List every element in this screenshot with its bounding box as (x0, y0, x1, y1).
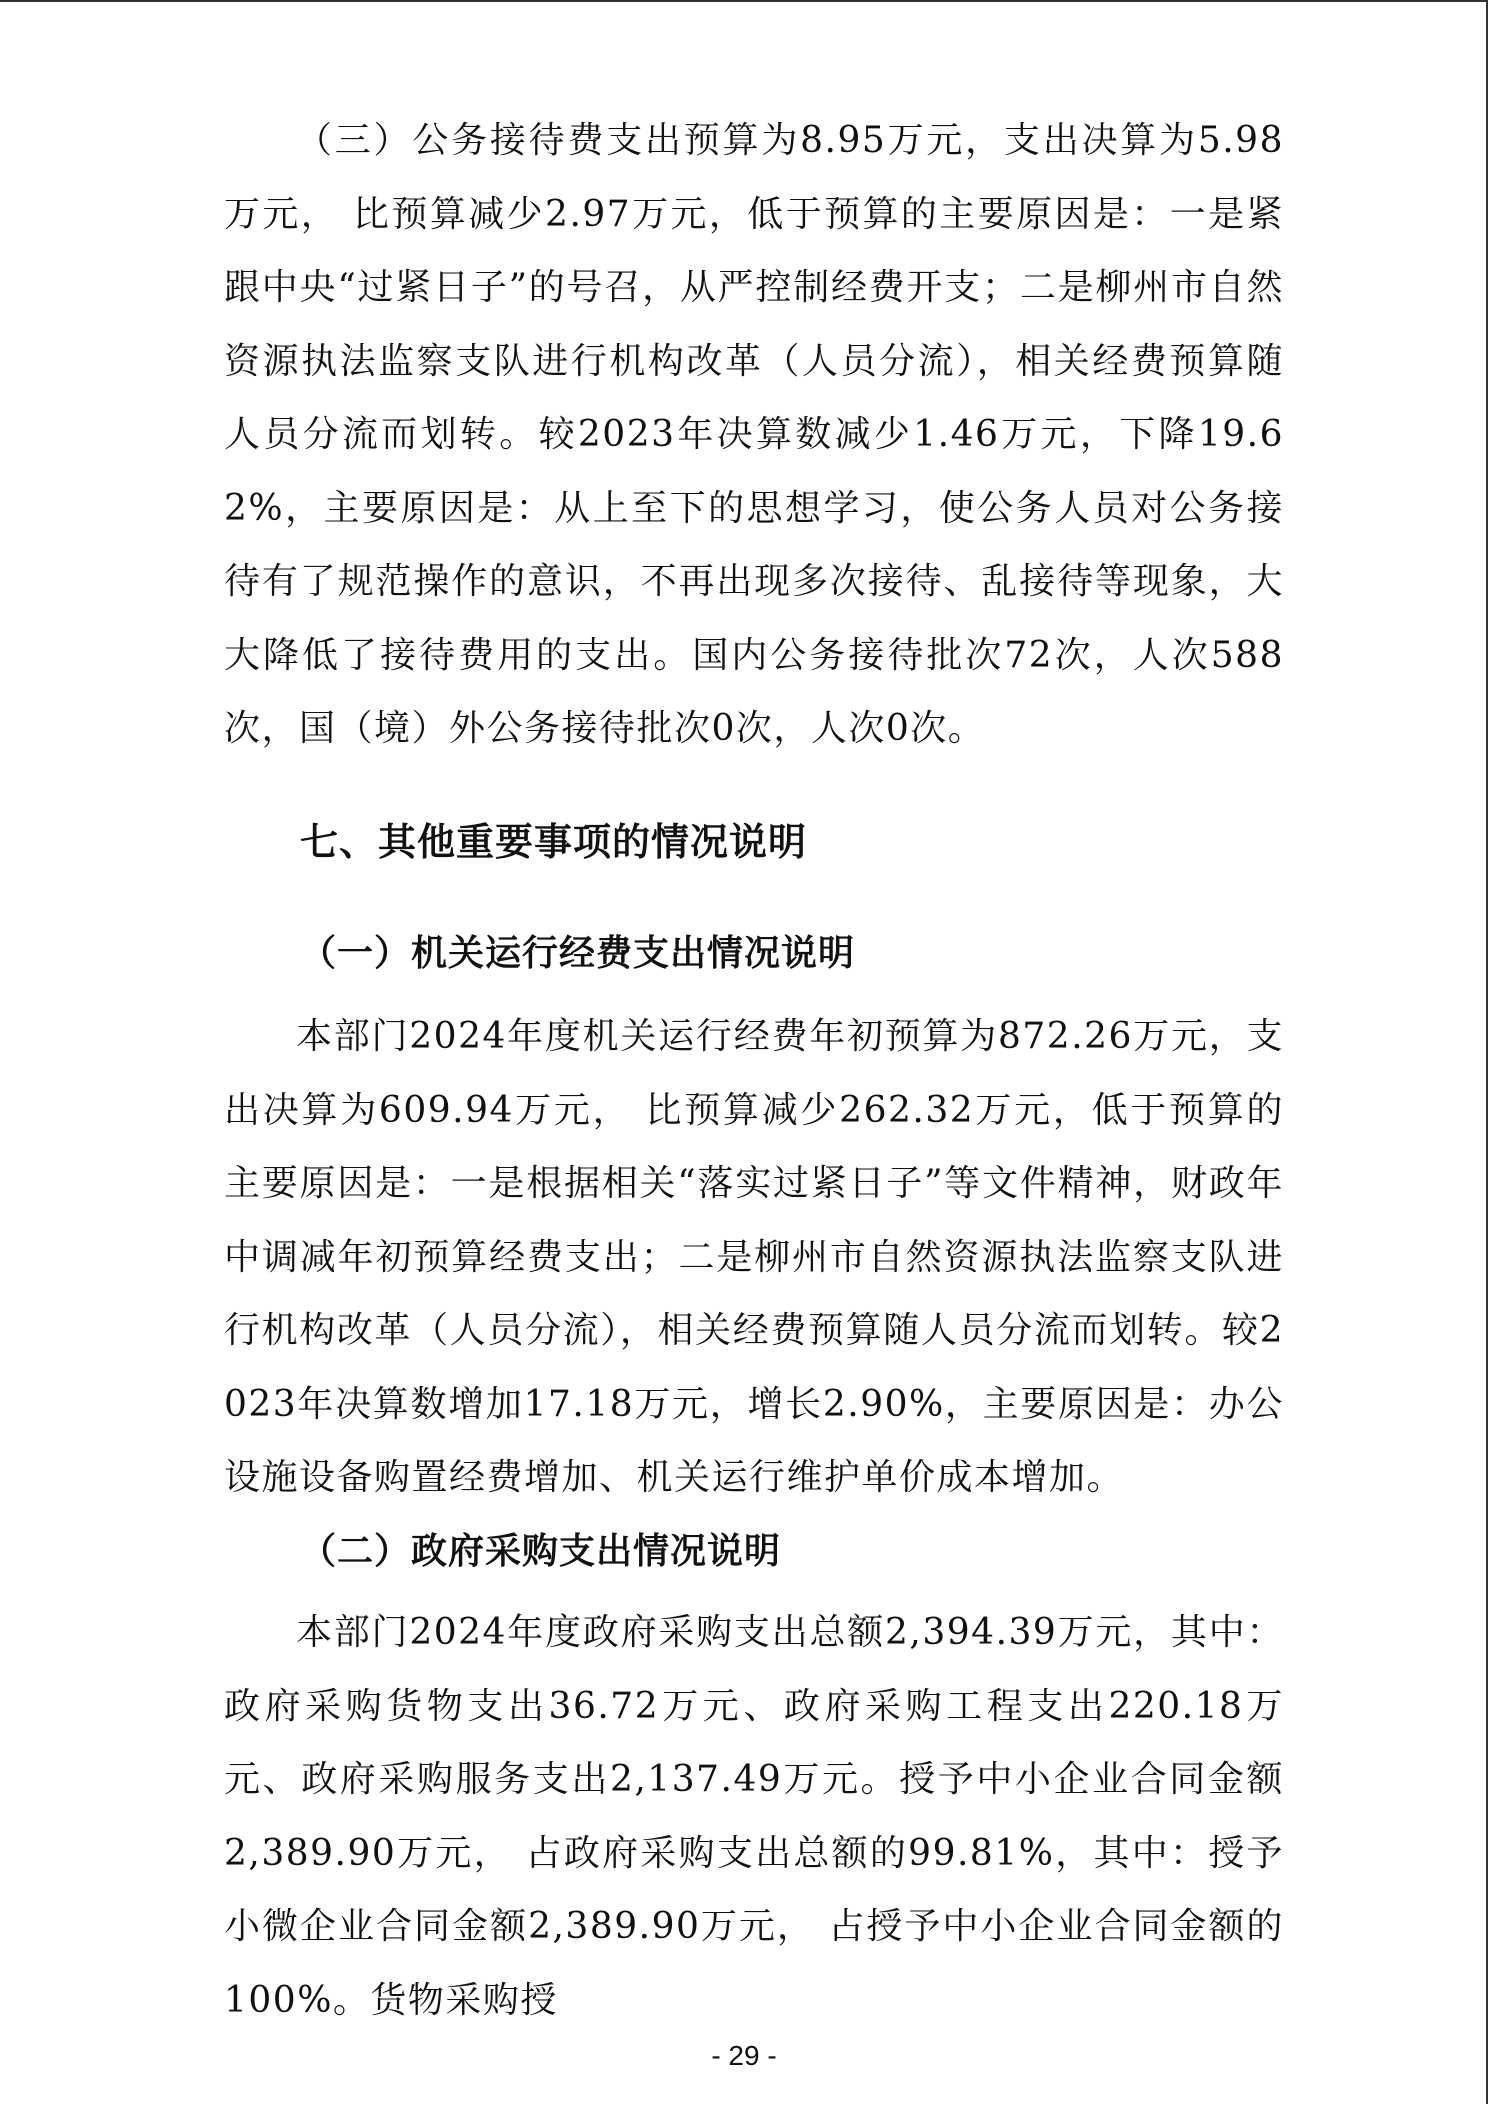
subheading-operating-expenses: （一）机关运行经费支出情况说明 (300, 933, 856, 974)
section-heading-other-matters: 七、其他重要事项的情况说明 (300, 820, 808, 864)
paragraph-text: 本部门2024年度机关运行经费年初预算为872.26万元，支出决算为609.94万元， 比预算减少262.32万元，低于预算的主要原因是：一是根据相关“落实过紧日子”等文件精神，财政年中调减年初预算经费支出；二是柳州市自然资源执法监察支队进行机构改革（人员分流），相关经费预算随人员分流而划转。较2023年决算数增加17.18万元，增长2.90%，主要原因是：办公设施设备购置经费增加、机关运行维护单价成本增加。 (224, 1016, 1284, 1498)
paragraph-text: 本部门2024年度政府采购支出总额2,394.39万元，其中：政府采购货物支出36.72万元、政府采购工程支出220.18万元、政府采购服务支出2,137.49万元。授予中小企业合同金额2,389.90万元， 占政府采购支出总额的99.81%，其中：授予小微企业合同金额2,389.90万元， 占授予中小企业合同金额的100%。货物采购授 (224, 1612, 1284, 2021)
page-number: - 29 - (711, 2040, 777, 2071)
paragraph-reception-expenses (224, 104, 1284, 766)
subheading-procurement: （二）政府采购支出情况说明 (300, 1531, 782, 1572)
paragraph-procurement (224, 1596, 1284, 2037)
paragraph-operating-expenses (224, 1000, 1284, 1515)
paragraph-text: （三）公务接待费支出预算为8.95万元，支出决算为5.98万元， 比预算减少2.97万元，低于预算的主要原因是：一是紧跟中央“过紧日子”的号召，从严控制经费开支；二是柳州市自然资源执法监察支队进行机构改革（人员分流），相关经费预算随人员分流而划转。较2023年决算数减少1.46万元，下降19.62%，主要原因是：从上至下的思想学习，使公务人员对公务接待有了规范操作的意识，不再出现多次接待、乱接待等现象，大大降低了接待费用的支出。国内公务接待批次72次，人次588次，国（境）外公务接待批次0次，人次0次。 (224, 120, 1284, 749)
page-border-top (0, 0, 1488, 2)
